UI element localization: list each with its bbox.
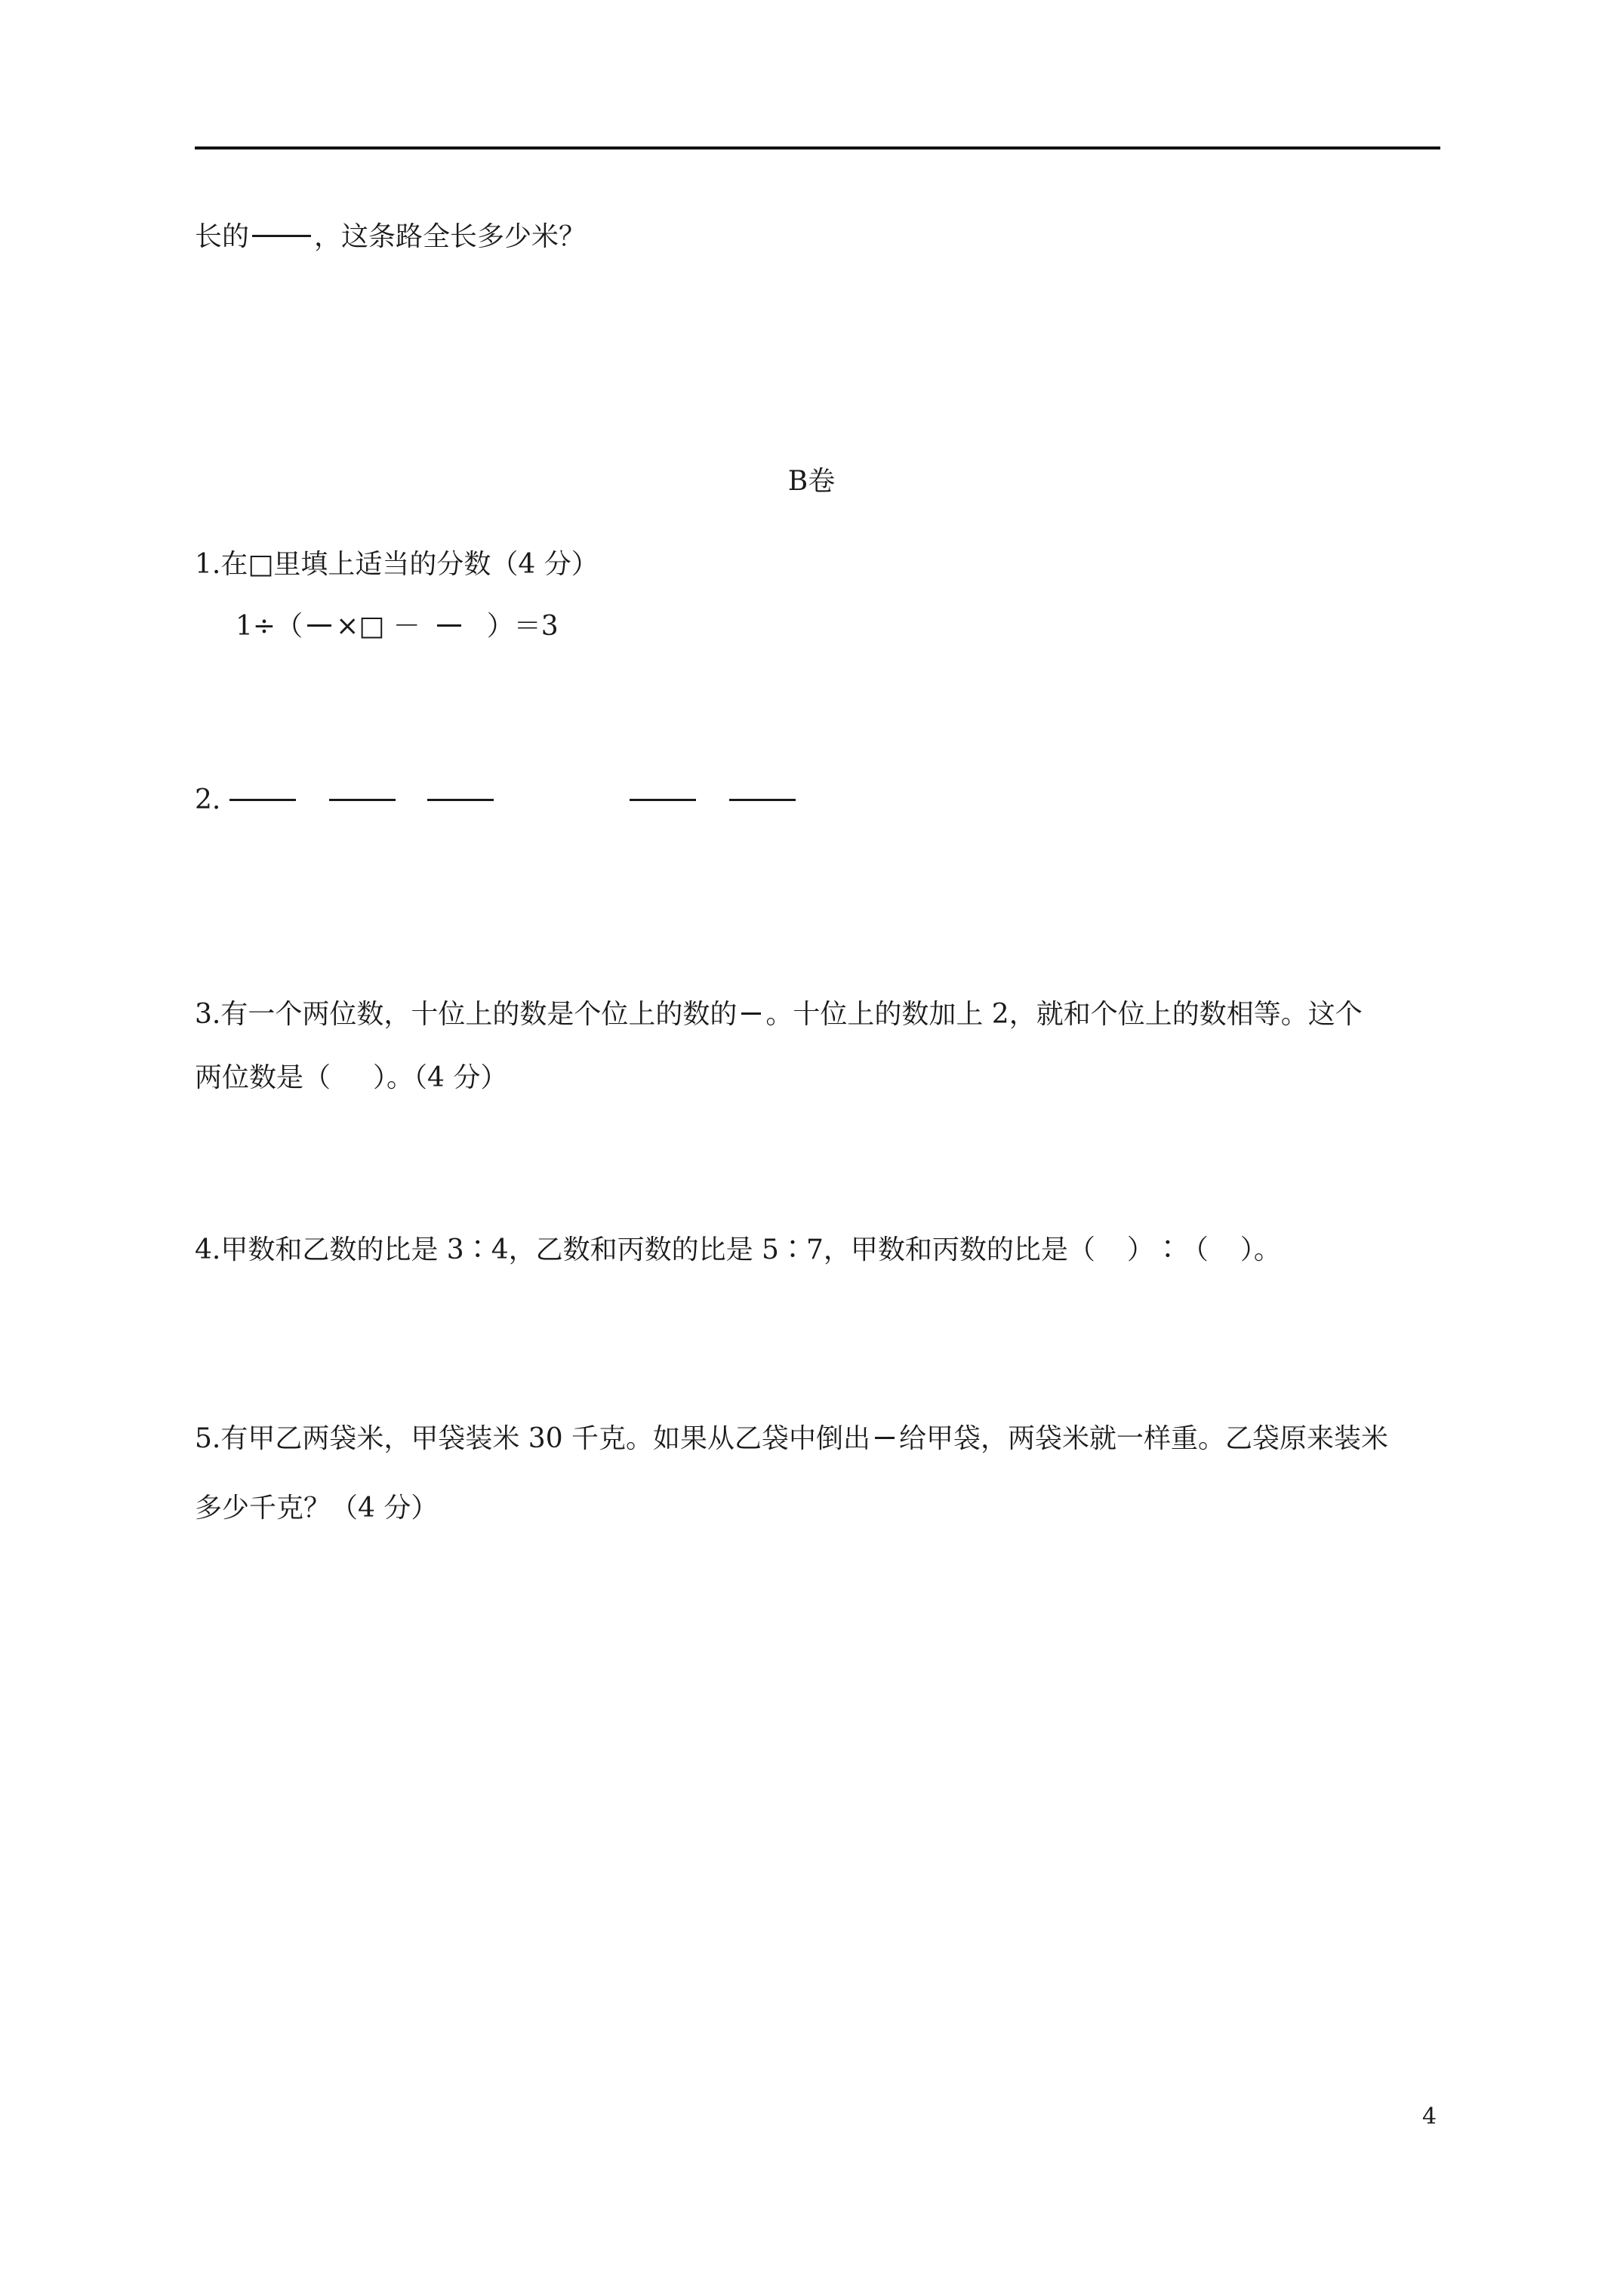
fraction-placeholder: [741, 1012, 761, 1015]
fraction-placeholder: [252, 235, 311, 237]
question-3-text-d: ）。（4 分）: [373, 1062, 508, 1093]
continuation-text-a: 长的: [195, 221, 250, 252]
question-4-line: [195, 1232, 1281, 1268]
question-2-label: 2.: [195, 784, 221, 815]
question-5-line-2: 多少千克？（4 分）: [195, 1493, 439, 1524]
fraction-placeholder: [875, 1437, 895, 1439]
question-3-text-c: 两位数是（: [195, 1062, 331, 1093]
fraction-bar-1: [229, 799, 296, 801]
fraction-bar-5: [729, 799, 796, 801]
header-rule: [195, 146, 1440, 149]
question-4-text-b: ）∶（: [1126, 1234, 1209, 1265]
fraction-bar-3: [427, 799, 494, 801]
question-3-text-b: 。十位上的数加上 2，就和个位上的数相等。这个: [765, 999, 1363, 1030]
continuation-line: [195, 219, 586, 255]
question-4-text-a: 4.甲数和乙数的比是 3∶4，乙数和丙数的比是 5∶7，甲数和丙数的比是（: [195, 1234, 1095, 1265]
equation-end: ）＝3: [486, 611, 559, 642]
question-5-line-1: [195, 1421, 1388, 1457]
question-5-text-b: 给甲袋，两袋米就一样重。乙袋原来装米: [899, 1423, 1389, 1454]
question-3-text-a: 3.有一个两位数，十位上的数是个位上的数的: [195, 999, 738, 1030]
section-title: B卷: [787, 466, 836, 497]
equation-mid: ×□ －: [336, 611, 420, 642]
fraction-bar-4: [630, 799, 696, 801]
question-4-text-c: ）。: [1240, 1234, 1281, 1265]
equation-start: 1÷（: [236, 611, 303, 642]
question-3-line-2: [195, 1060, 507, 1096]
fraction-placeholder: [307, 624, 331, 627]
page-number: 4: [1422, 2103, 1437, 2130]
fraction-placeholder: [437, 624, 461, 627]
continuation-text-b: ，这条路全长多少米？: [314, 221, 587, 252]
question-3-line-1: [195, 997, 1363, 1033]
fraction-bar-2: [329, 799, 396, 801]
question-1-prompt: 1.在□里填上适当的分数（4 分）: [195, 549, 599, 580]
question-1-equation: [236, 609, 559, 645]
question-5-text-a: 5.有甲乙两袋米，甲袋装米 30 千克。如果从乙袋中倒出: [195, 1423, 871, 1454]
